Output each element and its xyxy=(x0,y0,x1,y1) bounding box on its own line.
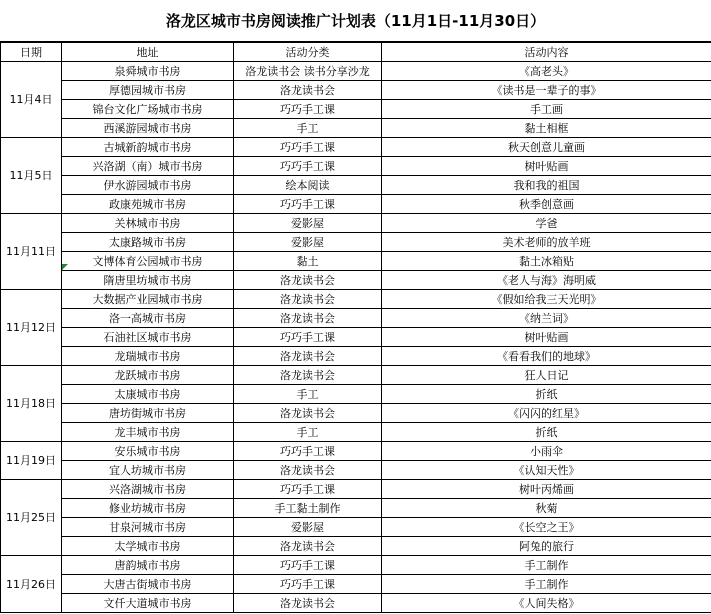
address-cell[interactable]: 伊水游园城市书房 xyxy=(62,176,234,195)
address-cell[interactable]: 古城新韵城市书房 xyxy=(62,138,234,157)
address-cell[interactable]: 文博体育公园城市书房 xyxy=(62,252,234,271)
header-address: 地址 xyxy=(62,43,234,62)
address-cell[interactable]: 唐坊街城市书房 xyxy=(62,404,234,423)
content-cell[interactable]: 我和我的祖国 xyxy=(382,176,711,195)
address-cell[interactable]: 西溪游园城市书房 xyxy=(62,119,234,138)
category-cell[interactable]: 巧巧手工课 xyxy=(234,138,382,157)
address-cell[interactable]: 政康苑城市书房 xyxy=(62,195,234,214)
table-row xyxy=(1,366,711,385)
content-cell[interactable]: 《老人与海》海明威 xyxy=(382,271,711,290)
table-row xyxy=(1,537,711,556)
date-cell[interactable]: 11月11日 xyxy=(1,214,62,290)
table-row xyxy=(1,195,711,214)
table-row xyxy=(1,271,711,290)
address-cell[interactable]: 关林城市书房 xyxy=(62,214,234,233)
content-cell[interactable]: 树叶贴画 xyxy=(382,328,711,347)
category-cell[interactable]: 洛龙读书会 xyxy=(234,594,382,613)
category-cell[interactable]: 洛龙读书会 xyxy=(234,81,382,100)
category-cell[interactable]: 绘本阅读 xyxy=(234,176,382,195)
date-cell[interactable]: 11月12日 xyxy=(1,290,62,366)
address-cell[interactable]: 石油社区城市书房 xyxy=(62,328,234,347)
address-cell[interactable]: 安乐城市书房 xyxy=(62,442,234,461)
content-cell[interactable]: 黏土相框 xyxy=(382,119,711,138)
category-cell[interactable]: 巧巧手工课 xyxy=(234,556,382,575)
content-cell[interactable]: 《认知天性》 xyxy=(382,461,711,480)
category-cell[interactable]: 洛龙读书会 xyxy=(234,271,382,290)
header-row xyxy=(1,43,711,62)
category-cell[interactable]: 爱影屋 xyxy=(234,233,382,252)
table-row xyxy=(1,575,711,594)
table-row xyxy=(1,423,711,442)
content-cell[interactable]: 《假如给我三天光明》 xyxy=(382,290,711,309)
table-row xyxy=(1,100,711,119)
category-cell[interactable]: 手工黏土制作 xyxy=(234,499,382,518)
address-cell[interactable]: 锦台文化广场城市书房 xyxy=(62,100,234,119)
content-cell[interactable]: 《闪闪的红星》 xyxy=(382,404,711,423)
address-cell[interactable]: 文仟大道城市书房 xyxy=(62,594,234,613)
table-row xyxy=(1,81,711,100)
category-cell[interactable]: 巧巧手工课 xyxy=(234,157,382,176)
table-row xyxy=(1,252,711,271)
address-cell[interactable]: 洛一高城市书房 xyxy=(62,309,234,328)
content-cell[interactable]: 手工制作 xyxy=(382,556,711,575)
address-cell[interactable]: 甘泉河城市书房 xyxy=(62,518,234,537)
content-cell[interactable]: 折纸 xyxy=(382,385,711,404)
content-cell[interactable]: 美术老师的放羊班 xyxy=(382,233,711,252)
category-cell[interactable]: 洛龙读书会 xyxy=(234,461,382,480)
content-cell[interactable]: 树叶贴画 xyxy=(382,157,711,176)
table-row xyxy=(1,157,711,176)
address-cell[interactable]: 唐韵城市书房 xyxy=(62,556,234,575)
address-cell[interactable]: 厚德园城市书房 xyxy=(62,81,234,100)
date-cell[interactable]: 11月26日 xyxy=(1,556,62,613)
page-title: 洛龙区城市书房阅读推广计划表（11月1日-11月30日） xyxy=(0,0,711,42)
header-content: 活动内容 xyxy=(382,43,711,62)
table-row xyxy=(1,138,711,157)
date-cell[interactable]: 11月4日 xyxy=(1,62,62,138)
content-cell[interactable]: 秋菊 xyxy=(382,499,711,518)
content-cell[interactable]: 秋天创意儿童画 xyxy=(382,138,711,157)
category-cell[interactable]: 洛龙读书会 xyxy=(234,404,382,423)
address-cell[interactable]: 兴洛湖城市书房 xyxy=(62,480,234,499)
content-cell[interactable]: 手工制作 xyxy=(382,575,711,594)
address-cell[interactable]: 修业坊城市书房 xyxy=(62,499,234,518)
category-cell[interactable]: 洛龙读书会 xyxy=(234,309,382,328)
address-cell[interactable]: 龙跃城市书房 xyxy=(62,366,234,385)
table-row xyxy=(1,347,711,366)
date-cell[interactable]: 11月5日 xyxy=(1,138,62,214)
header-date: 日期 xyxy=(1,43,62,62)
content-cell[interactable]: 手工画 xyxy=(382,100,711,119)
category-cell[interactable]: 巧巧手工课 xyxy=(234,480,382,499)
table-row xyxy=(1,556,711,575)
address-cell[interactable]: 太学城市书房 xyxy=(62,537,234,556)
address-cell[interactable]: 龙瑞城市书房 xyxy=(62,347,234,366)
content-cell[interactable]: 《读书是一辈子的事》 xyxy=(382,81,711,100)
category-cell[interactable]: 巧巧手工课 xyxy=(234,442,382,461)
table-row xyxy=(1,233,711,252)
category-cell[interactable]: 洛龙读书会 xyxy=(234,290,382,309)
date-cell[interactable]: 11月19日 xyxy=(1,442,62,480)
table-row xyxy=(1,442,711,461)
content-cell[interactable]: 黏土冰箱贴 xyxy=(382,252,711,271)
table-row xyxy=(1,518,711,537)
content-cell[interactable]: 《看看我们的地球》 xyxy=(382,347,711,366)
category-cell[interactable]: 巧巧手工课 xyxy=(234,100,382,119)
table-row xyxy=(1,176,711,195)
table-row xyxy=(1,404,711,423)
cell-comment-marker xyxy=(62,264,68,270)
table-row xyxy=(1,290,711,309)
category-cell[interactable]: 爱影屋 xyxy=(234,518,382,537)
address-cell[interactable]: 大唐古街城市书房 xyxy=(62,575,234,594)
address-cell[interactable]: 太康城市书房 xyxy=(62,385,234,404)
category-cell[interactable]: 洛龙读书会 xyxy=(234,537,382,556)
category-cell[interactable]: 巧巧手工课 xyxy=(234,575,382,594)
content-cell[interactable]: 《长空之王》 xyxy=(382,518,711,537)
address-cell[interactable]: 太康路城市书房 xyxy=(62,233,234,252)
category-cell[interactable]: 巧巧手工课 xyxy=(234,328,382,347)
date-cell[interactable]: 11月18日 xyxy=(1,366,62,442)
content-cell[interactable]: 阿兔的旅行 xyxy=(382,537,711,556)
table-row xyxy=(1,385,711,404)
address-cell[interactable]: 隋唐里坊城市书房 xyxy=(62,271,234,290)
address-cell[interactable]: 兴洛湖（南）城市书房 xyxy=(62,157,234,176)
content-cell[interactable]: 《纳兰词》 xyxy=(382,309,711,328)
date-cell[interactable]: 11月25日 xyxy=(1,480,62,556)
category-cell[interactable]: 巧巧手工课 xyxy=(234,195,382,214)
category-cell[interactable]: 手工 xyxy=(234,385,382,404)
content-cell[interactable]: 小雨伞 xyxy=(382,442,711,461)
table-row xyxy=(1,499,711,518)
content-cell[interactable]: 《高老头》 xyxy=(382,62,711,81)
address-cell[interactable]: 龙丰城市书房 xyxy=(62,423,234,442)
category-cell[interactable]: 洛龙读书会 读书分享沙龙 xyxy=(234,62,382,81)
table-row xyxy=(1,461,711,480)
category-cell[interactable]: 洛龙读书会 xyxy=(234,347,382,366)
category-cell[interactable]: 手工 xyxy=(234,119,382,138)
content-cell[interactable]: 狂人日记 xyxy=(382,366,711,385)
table-row xyxy=(1,309,711,328)
address-cell[interactable]: 大数据产业园城市书房 xyxy=(62,290,234,309)
category-cell[interactable]: 爱影屋 xyxy=(234,214,382,233)
table-row xyxy=(1,480,711,499)
address-cell[interactable]: 泉舜城市书房 xyxy=(62,62,234,81)
content-cell[interactable]: 折纸 xyxy=(382,423,711,442)
table-row xyxy=(1,594,711,613)
schedule-table xyxy=(0,42,711,613)
table-row xyxy=(1,119,711,138)
category-cell[interactable]: 洛龙读书会 xyxy=(234,366,382,385)
header-category: 活动分类 xyxy=(234,43,382,62)
content-cell[interactable]: 《人间失格》 xyxy=(382,594,711,613)
content-cell[interactable]: 秋季创意画 xyxy=(382,195,711,214)
content-cell[interactable]: 学爸 xyxy=(382,214,711,233)
content-cell[interactable]: 树叶丙烯画 xyxy=(382,480,711,499)
table-row xyxy=(1,214,711,233)
table-body xyxy=(1,62,711,613)
category-cell[interactable]: 黏土 xyxy=(234,252,382,271)
table-row xyxy=(1,328,711,347)
category-cell[interactable]: 手工 xyxy=(234,423,382,442)
table-row xyxy=(1,62,711,81)
address-cell[interactable]: 宜人坊城市书房 xyxy=(62,461,234,480)
